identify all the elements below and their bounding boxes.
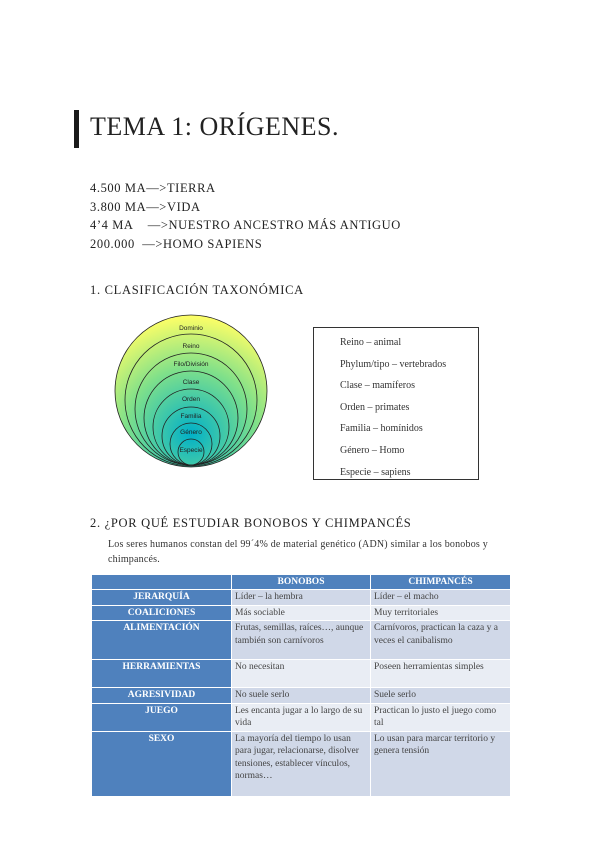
taxonomy-item: Reino – animal (340, 337, 402, 348)
taxonomy-circles-diagram (114, 314, 268, 468)
row-label: SEXO (92, 731, 232, 796)
timeline-item: 3.800 MA—>VIDA (90, 199, 201, 214)
table-row (92, 660, 511, 688)
timeline-list (90, 179, 401, 253)
label-reino: Reino (182, 343, 200, 350)
chimp-cell: Muy territoriales (371, 605, 511, 621)
table-row (92, 688, 511, 704)
timeline-item: 200.000 —>HOMO SAPIENS (90, 236, 263, 251)
label-especie: Especie (179, 447, 203, 454)
taxonomy-box (313, 327, 479, 480)
table-header-cell (92, 575, 232, 590)
chimp-cell: Practican lo justo el juego como tal (371, 703, 511, 731)
taxonomy-item: Género – Homo (340, 444, 405, 456)
row-label: COALICIONES (92, 605, 232, 621)
chimp-cell: Carnívoros, practican la caza y a veces el canibalismo (371, 621, 511, 660)
table-row (92, 731, 511, 796)
timeline-item: 4’4 MA —>NUESTRO ANCESTRO MÁS ANTIGUO (90, 218, 401, 232)
table-row (92, 590, 511, 606)
bonobos-cell: Líder – la hembra (232, 590, 371, 606)
bonobos-cell: La mayoría del tiempo lo usan para jugar, relacionarse, disolver tensiones, establecer vínculos, normas… (232, 731, 371, 796)
taxonomy-item: Familia – homínidos (340, 423, 423, 435)
table-header-cell: CHIMPANCÉS (371, 575, 511, 590)
bonobos-cell: Más sociable (232, 605, 371, 621)
row-label: JUEGO (92, 703, 232, 731)
section-heading-bonobos: 2. ¿POR QUÉ ESTUDIAR BONOBOS Y CHIMPANCÉS (90, 516, 412, 530)
bonobos-cell: Les encanta jugar a lo largo de su vida (232, 703, 371, 731)
bonobos-cell: No necesitan (232, 660, 371, 688)
row-label: JERARQUÍA (92, 590, 232, 606)
row-label: ALIMENTACIÓN (92, 621, 232, 660)
row-label: AGRESIVIDAD (92, 688, 232, 704)
comparison-table (91, 574, 511, 797)
label-clase: Clase (182, 379, 200, 386)
bonobos-cell: Frutas, semillas, raíces…, aunque también son carnívoros (232, 621, 371, 660)
table-row (92, 605, 511, 621)
chimp-cell: Líder – el macho (371, 590, 511, 606)
section-heading-taxonomy: 1. CLASIFICACIÓN TAXONÓMICA (90, 283, 304, 297)
table-header-row (92, 575, 511, 590)
table-header-cell: BONOBOS (232, 575, 371, 590)
chimp-cell: Poseen herramientas simples (371, 660, 511, 688)
taxonomy-item: Phylum/tipo – vertebrados (340, 358, 447, 370)
bonobos-cell: No suele serlo (232, 688, 371, 704)
table-row (92, 621, 511, 660)
taxonomy-item: Orden – primates (340, 401, 410, 413)
timeline-item: 4.500 MA—>TIERRA (90, 181, 216, 195)
label-familia: Familia (180, 413, 202, 420)
label-filo: Filo/División (173, 361, 209, 368)
taxonomy-item: Clase – mamíferos (340, 380, 415, 392)
chimp-cell: Lo usan para marcar territorio y genera tensión (371, 731, 511, 796)
title-accent-bar (74, 110, 79, 148)
label-genero: Género (180, 429, 202, 436)
page-title: TEMA 1: ORÍGENES. (90, 112, 339, 141)
row-label: HERRAMIENTAS (92, 660, 232, 688)
chimp-cell: Suele serlo (371, 688, 511, 704)
table-row (92, 703, 511, 731)
label-dominio: Dominio (179, 325, 203, 332)
taxonomy-item: Especie – sapiens (340, 466, 411, 478)
intro-paragraph: Los seres humanos constan del 99´4% de material genético (ADN) similar a los bonobos y chimpancés. (108, 539, 488, 565)
label-orden: Orden (181, 396, 201, 403)
